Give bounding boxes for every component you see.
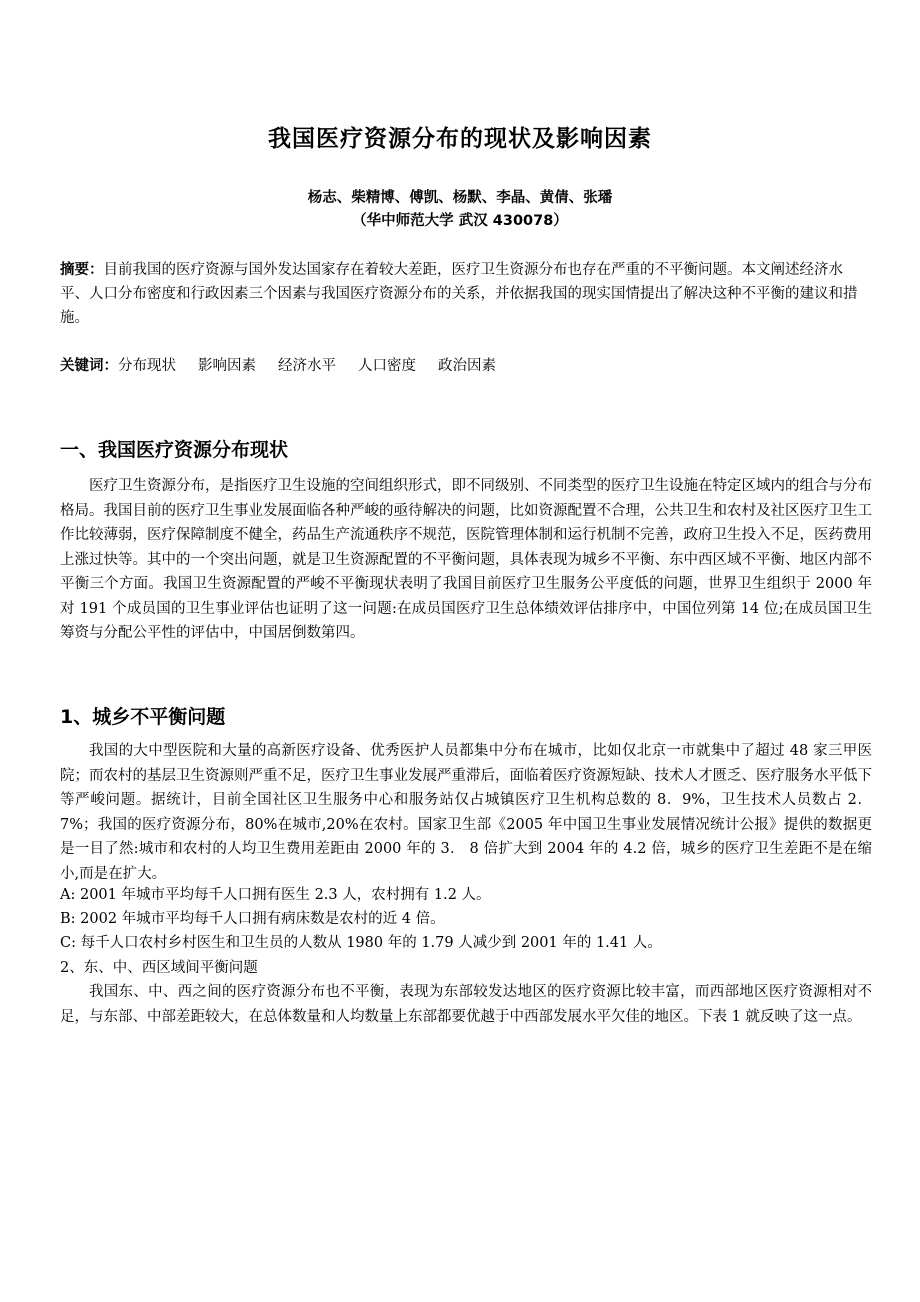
- keyword-item: 分布现状: [118, 358, 176, 374]
- section-paragraph: 我国东、中、西之间的医疗资源分布也不平衡，表现为东部较发达地区的医疗资源比较丰富，而西部地区医疗资源相对不足，与东部、中部差距较大，在总体数量和人均数量上东部都要优越于中西部发展水平欠佳的地区。下表 1 就反映了这一点。: [60, 984, 872, 1025]
- abstract-label: 摘要：: [60, 262, 104, 278]
- keyword-item: 人口密度: [358, 358, 416, 374]
- section-heading-urban-rural: 1、城乡不平衡问题: [60, 706, 226, 728]
- affiliation: （华中师范大学 武汉 430078）: [352, 213, 568, 229]
- section-paragraph: 我国的大中型医院和大量的高新医疗设备、优秀医护人员都集中分布在城市，比如仅北京一市就集中了超过 48 家三甲医院；而农村的基层卫生资源则严重不足，医疗卫生事业发展严重滞后，面临着医疗资源短缺、技术人才匮乏、医疗服务水平低下等严峻问题。据统计，目前全国社区卫生服务中心和服务站仅占城镇医疗卫生机构总数的 8．9%，卫生技术人员数占 2．7%；我国的医疗资源分布，80%在城市,20%在农村。国家卫生部《2005 年中国卫生事业发展情况统计公报》提供的数据更是一目了然:城市和农村的人均卫生费用差距由 2000 年的 3． 8 倍扩大到 2004 年的 4.2 倍，城乡的医疗卫生差距不是在缩小,而是在扩大。: [60, 743, 872, 882]
- keyword-item: 政治因素: [438, 358, 496, 374]
- keywords: [60, 354, 870, 378]
- author-list: 杨志、柴精博、傅凯、杨默、李晶、黄倩、张璠: [307, 190, 613, 206]
- list-item: B: 2002 年城市平均每千人口拥有病床数是农村的近 4 倍。: [60, 911, 445, 927]
- abstract: [60, 258, 870, 330]
- list-item: A: 2001 年城市平均每千人口拥有医生 2.3 人，农村拥有 1.2 人。: [60, 887, 491, 903]
- list-item: C: 每千人口农村乡村医生和卫生员的人数从 1980 年的 1.79 人减少到 2001 年的 1.41 人。: [60, 935, 662, 951]
- keywords-label: 关键词：: [60, 358, 118, 374]
- keyword-item: 影响因素: [198, 358, 256, 374]
- keyword-item: 经济水平: [278, 358, 336, 374]
- section-heading-distribution-status: 一、我国医疗资源分布现状: [60, 439, 289, 461]
- abstract-text: 目前我国的医疗资源与国外发达国家存在着较大差距，医疗卫生资源分布也存在严重的不平衡问题。本文阐述经济水平、人口分布密度和行政因素三个因素与我国医疗资源分布的关系，并依据我国的现实国情提出了解决这种不平衡的建议和措施。: [60, 262, 858, 326]
- section-paragraph: 医疗卫生资源分布，是指医疗卫生设施的空间组织形式，即不同级别、不同类型的医疗卫生设施在特定区域内的组合与分布格局。我国目前的医疗卫生事业发展面临各种严峻的亟待解决的问题，比如资源配置不合理，公共卫生和农村及社区医疗卫生工作比较薄弱，医疗保障制度不健全，药品生产流通秩序不规范，医院管理体制和运行机制不完善，政府卫生投入不足，医药费用上涨过快等。其中的一个突出问题，就是卫生资源配置的不平衡问题，具体表现为城乡不平衡、东中西区域不平衡、地区内部不平衡三个方面。我国卫生资源配置的严峻不平衡现状表明了我国目前医疗卫生服务公平度低的问题，世界卫生组织于 2000 年对 191 个成员国的卫生事业评估也证明了这一问题:在成员国医疗卫生总体绩效评估排序中，中国位列第 14 位;在成员国卫生筹资与分配公平性的评估中，中国居倒数第四。: [60, 478, 872, 641]
- paper-title: 我国医疗资源分布的现状及影响因素: [268, 126, 652, 152]
- subsection-heading-regional: 2、东、中、西区域间平衡问题: [60, 960, 258, 976]
